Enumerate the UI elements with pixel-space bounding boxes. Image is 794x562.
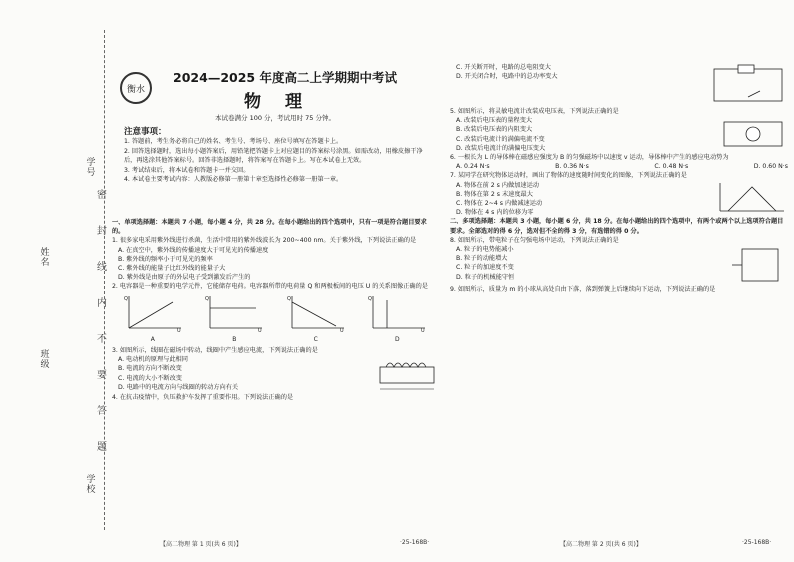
seal-char: 题 xyxy=(97,442,107,453)
q1-option: B. 紫外线的频率小于可见光的频率 xyxy=(118,255,213,263)
q-u-graph-icon xyxy=(123,294,183,332)
q4-block xyxy=(450,63,788,107)
notice-item: 3. 考试结束后，将本试卷和答题卡一并交回。 xyxy=(124,166,250,174)
left-column xyxy=(112,218,438,402)
q2-figure-b xyxy=(204,294,264,344)
footer-right: 【高二物理 第 2 页(共 6 页)】 xyxy=(560,541,642,548)
q3-option: B. 电流的方向不断改变 xyxy=(118,365,182,373)
seal-char: 不 xyxy=(97,334,107,345)
circuit-diagram-icon xyxy=(708,63,788,107)
seal-char: 密 xyxy=(97,190,107,201)
seal-char: 内 xyxy=(97,298,107,309)
q1-option: C. 紫外线的能量子比红外线的能量子大 xyxy=(118,265,226,273)
seal-char: 封 xyxy=(97,226,107,237)
notice-item: 1. 答题前，考生务必将自己的姓名、考生号、考场号、座位号填写在答题卡上。 xyxy=(124,138,343,145)
q4-option: D. 开关闭合时，电路中的总功率变大 xyxy=(456,73,558,81)
q6-option: A. 0.24 N·s xyxy=(456,163,490,171)
student-id-label: 学号 xyxy=(86,158,96,178)
q2-figures xyxy=(112,294,438,344)
q4-options xyxy=(450,63,708,107)
axis-x-label: U xyxy=(176,327,181,332)
q6-option: C. 0.48 N·s xyxy=(654,163,689,171)
axis-y-label: Q xyxy=(368,295,373,302)
figure-caption: A xyxy=(150,335,155,343)
q6-option: B. 0.36 N·s xyxy=(555,163,589,171)
q7-option: D. 物体在 4 s 内的位移为零 xyxy=(456,209,534,217)
q5-options xyxy=(450,116,718,153)
q6-option: D. 0.60 N·s xyxy=(753,163,788,171)
q5-option: B. 改装后电压表的内阻变大 xyxy=(456,126,533,134)
axis-x-label: U xyxy=(421,327,425,332)
axis-y-label: Q xyxy=(205,295,210,302)
q8-options xyxy=(450,245,728,285)
footer-left-code: ·25-168B· xyxy=(400,539,430,546)
q3-option: C. 电流的大小不断改变 xyxy=(118,374,182,382)
right-column xyxy=(450,63,788,294)
section-heading-single: 一、单项选择题：本题共 7 小题，每小题 4 分，共 28 分。在每小题给出的四个选项中，只有一项是符合题目要求的。 xyxy=(112,219,427,236)
q4-option: C. 开关断开时，电路的总电阻变大 xyxy=(456,64,551,71)
question-6: 6. 一根长为 L 的导体棒在磁感应强度为 B 的匀强磁场中以速度 v 运动，导体棒中产生的感应电动势为 xyxy=(450,154,729,162)
q3-option: D. 电路中的电流方向与线圈的转动方向有关 xyxy=(118,383,239,391)
question-3: 3. 如图所示，线圈在磁场中转动，线圈中产生感应电流，下列说法正确的是 xyxy=(112,347,318,355)
q7-option: B. 物体在第 2 s 末速度最大 xyxy=(456,190,533,198)
axis-y-label: Q xyxy=(286,295,291,302)
school-label: 学校 xyxy=(86,475,96,495)
seal-char: 要 xyxy=(97,370,107,381)
class-label: 班级 xyxy=(40,350,50,370)
school-logo: 衡水 xyxy=(120,72,152,104)
q5-option: A. 改装后电压表的量程变大 xyxy=(456,117,533,125)
q-u-graph-icon xyxy=(204,294,264,332)
axis-x-label: U xyxy=(339,327,344,332)
q2-figure-a xyxy=(123,294,183,344)
notice-list xyxy=(124,137,430,185)
q8-option: A. 粒子的电势能减小 xyxy=(456,246,514,254)
coil-magnet-diagram-icon xyxy=(376,355,438,393)
notice-heading: 注意事项： xyxy=(124,127,167,137)
q7-option: C. 物体在 2~4 s 内做减速运动 xyxy=(456,200,543,208)
q5-option: C. 改装后电流计的满偏电流不变 xyxy=(456,135,545,143)
question-7: 7. 某同学在研究物体运动时，画出了物体的速度随时间变化的图像，下列说法正确的是 xyxy=(450,172,687,180)
figure-caption: B xyxy=(232,335,237,343)
axis-y-label: Q xyxy=(123,295,128,302)
q3-block xyxy=(112,355,438,393)
q5-option: D. 改装后电流计的满偏电压变大 xyxy=(456,144,546,152)
footer-left: 【高二物理 第 1 页(共 6 页)】 xyxy=(160,541,242,548)
q8-block xyxy=(450,245,788,285)
footer-right-code: ·25-168B· xyxy=(742,539,772,546)
question-2: 2. 电容器是一种重要的电学元件，它能储存电荷。电容器所带的电荷量 Q 和两极板间的电压 U 的关系图像正确的是 xyxy=(112,283,428,291)
galvanometer-circuit-icon xyxy=(718,116,788,152)
exam-title: 2024—2025 年度高二上学期期中考试 xyxy=(173,70,397,85)
exam-subject: 物理 xyxy=(244,92,326,112)
q1-option: A. 在真空中，紫外线的传播速度大于可见光的传播速度 xyxy=(118,246,269,254)
exam-meta: 本试卷满分 100 分，考试用时 75 分钟。 xyxy=(215,114,335,122)
binding-margin xyxy=(0,0,110,562)
q1-option: D. 紫外线是由原子的外层电子受到激发后产生的 xyxy=(118,274,251,282)
seal-char: 线 xyxy=(97,262,107,273)
figure-caption: C xyxy=(313,335,318,343)
field-diagram-icon xyxy=(728,245,788,285)
question-8: 8. 如图所示，带电粒子在匀强电场中运动，下列说法正确的是 xyxy=(450,236,619,244)
axis-x-label: U xyxy=(258,327,262,332)
q-u-graph-icon xyxy=(367,294,427,332)
q8-option: D. 粒子的机械能守恒 xyxy=(456,273,515,281)
q8-option: C. 粒子的加速度不变 xyxy=(456,264,514,272)
q2-figure-d xyxy=(367,294,427,344)
q3-options xyxy=(112,355,376,393)
q3-option: A. 电动机的原理与此相同 xyxy=(118,356,188,364)
figure-caption: D xyxy=(394,335,400,343)
q7-block xyxy=(450,181,788,218)
q7-options xyxy=(450,181,714,218)
q2-figure-c xyxy=(286,294,346,344)
q7-option: A. 物体在前 2 s 内做加速运动 xyxy=(456,181,539,189)
q8-option: B. 粒子的动能增大 xyxy=(456,255,508,263)
notice-item: 4. 本试卷主要考试内容：人教版必修第一册第十章至选择性必修第一册第一章。 xyxy=(124,176,343,183)
q5-block xyxy=(450,116,788,153)
section-heading-multiple: 二、多项选择题：本题共 3 小题，每小题 6 分，共 18 分。在每小题给出的四个选项中，有两个或两个以上选项符合题目要求。全部选对的得 6 分，选对但不全的得 3 分，有选错的得 0 分。 xyxy=(450,218,784,235)
q-u-graph-icon xyxy=(286,294,346,332)
name-label: 姓名 xyxy=(40,248,50,268)
q6-options xyxy=(456,162,788,171)
notice-item: 2. 回答选择题时，选出每小题答案后，用铅笔把答题卡上对应题目的答案标号涂黑。如需改动，用橡皮擦干净后，再选涂其他答案标号。回答非选择题时，将答案写在答题卡上。写在本试卷上无效。 xyxy=(124,147,423,164)
question-9: 9. 如图所示，质量为 m 的小球从高处自由下落，落到弹簧上后继续向下运动，下列说法正确的是 xyxy=(450,286,716,294)
seal-char: 答 xyxy=(97,406,107,417)
question-1: 1. 很多家电采用紫外线进行杀菌，生活中常用的紫外线波长为 200~400 nm。关于紫外线，下列说法正确的是 xyxy=(112,237,417,245)
question-4: 4. 在抗击疫情中，负压救护车发挥了重要作用。下列说法正确的是 xyxy=(112,394,294,402)
question-5: 5. 如图所示，将灵敏电流计改装成电压表，下列说法正确的是 xyxy=(450,108,619,115)
seal-dashed-line xyxy=(104,30,105,530)
v-t-graph-icon xyxy=(714,181,788,217)
